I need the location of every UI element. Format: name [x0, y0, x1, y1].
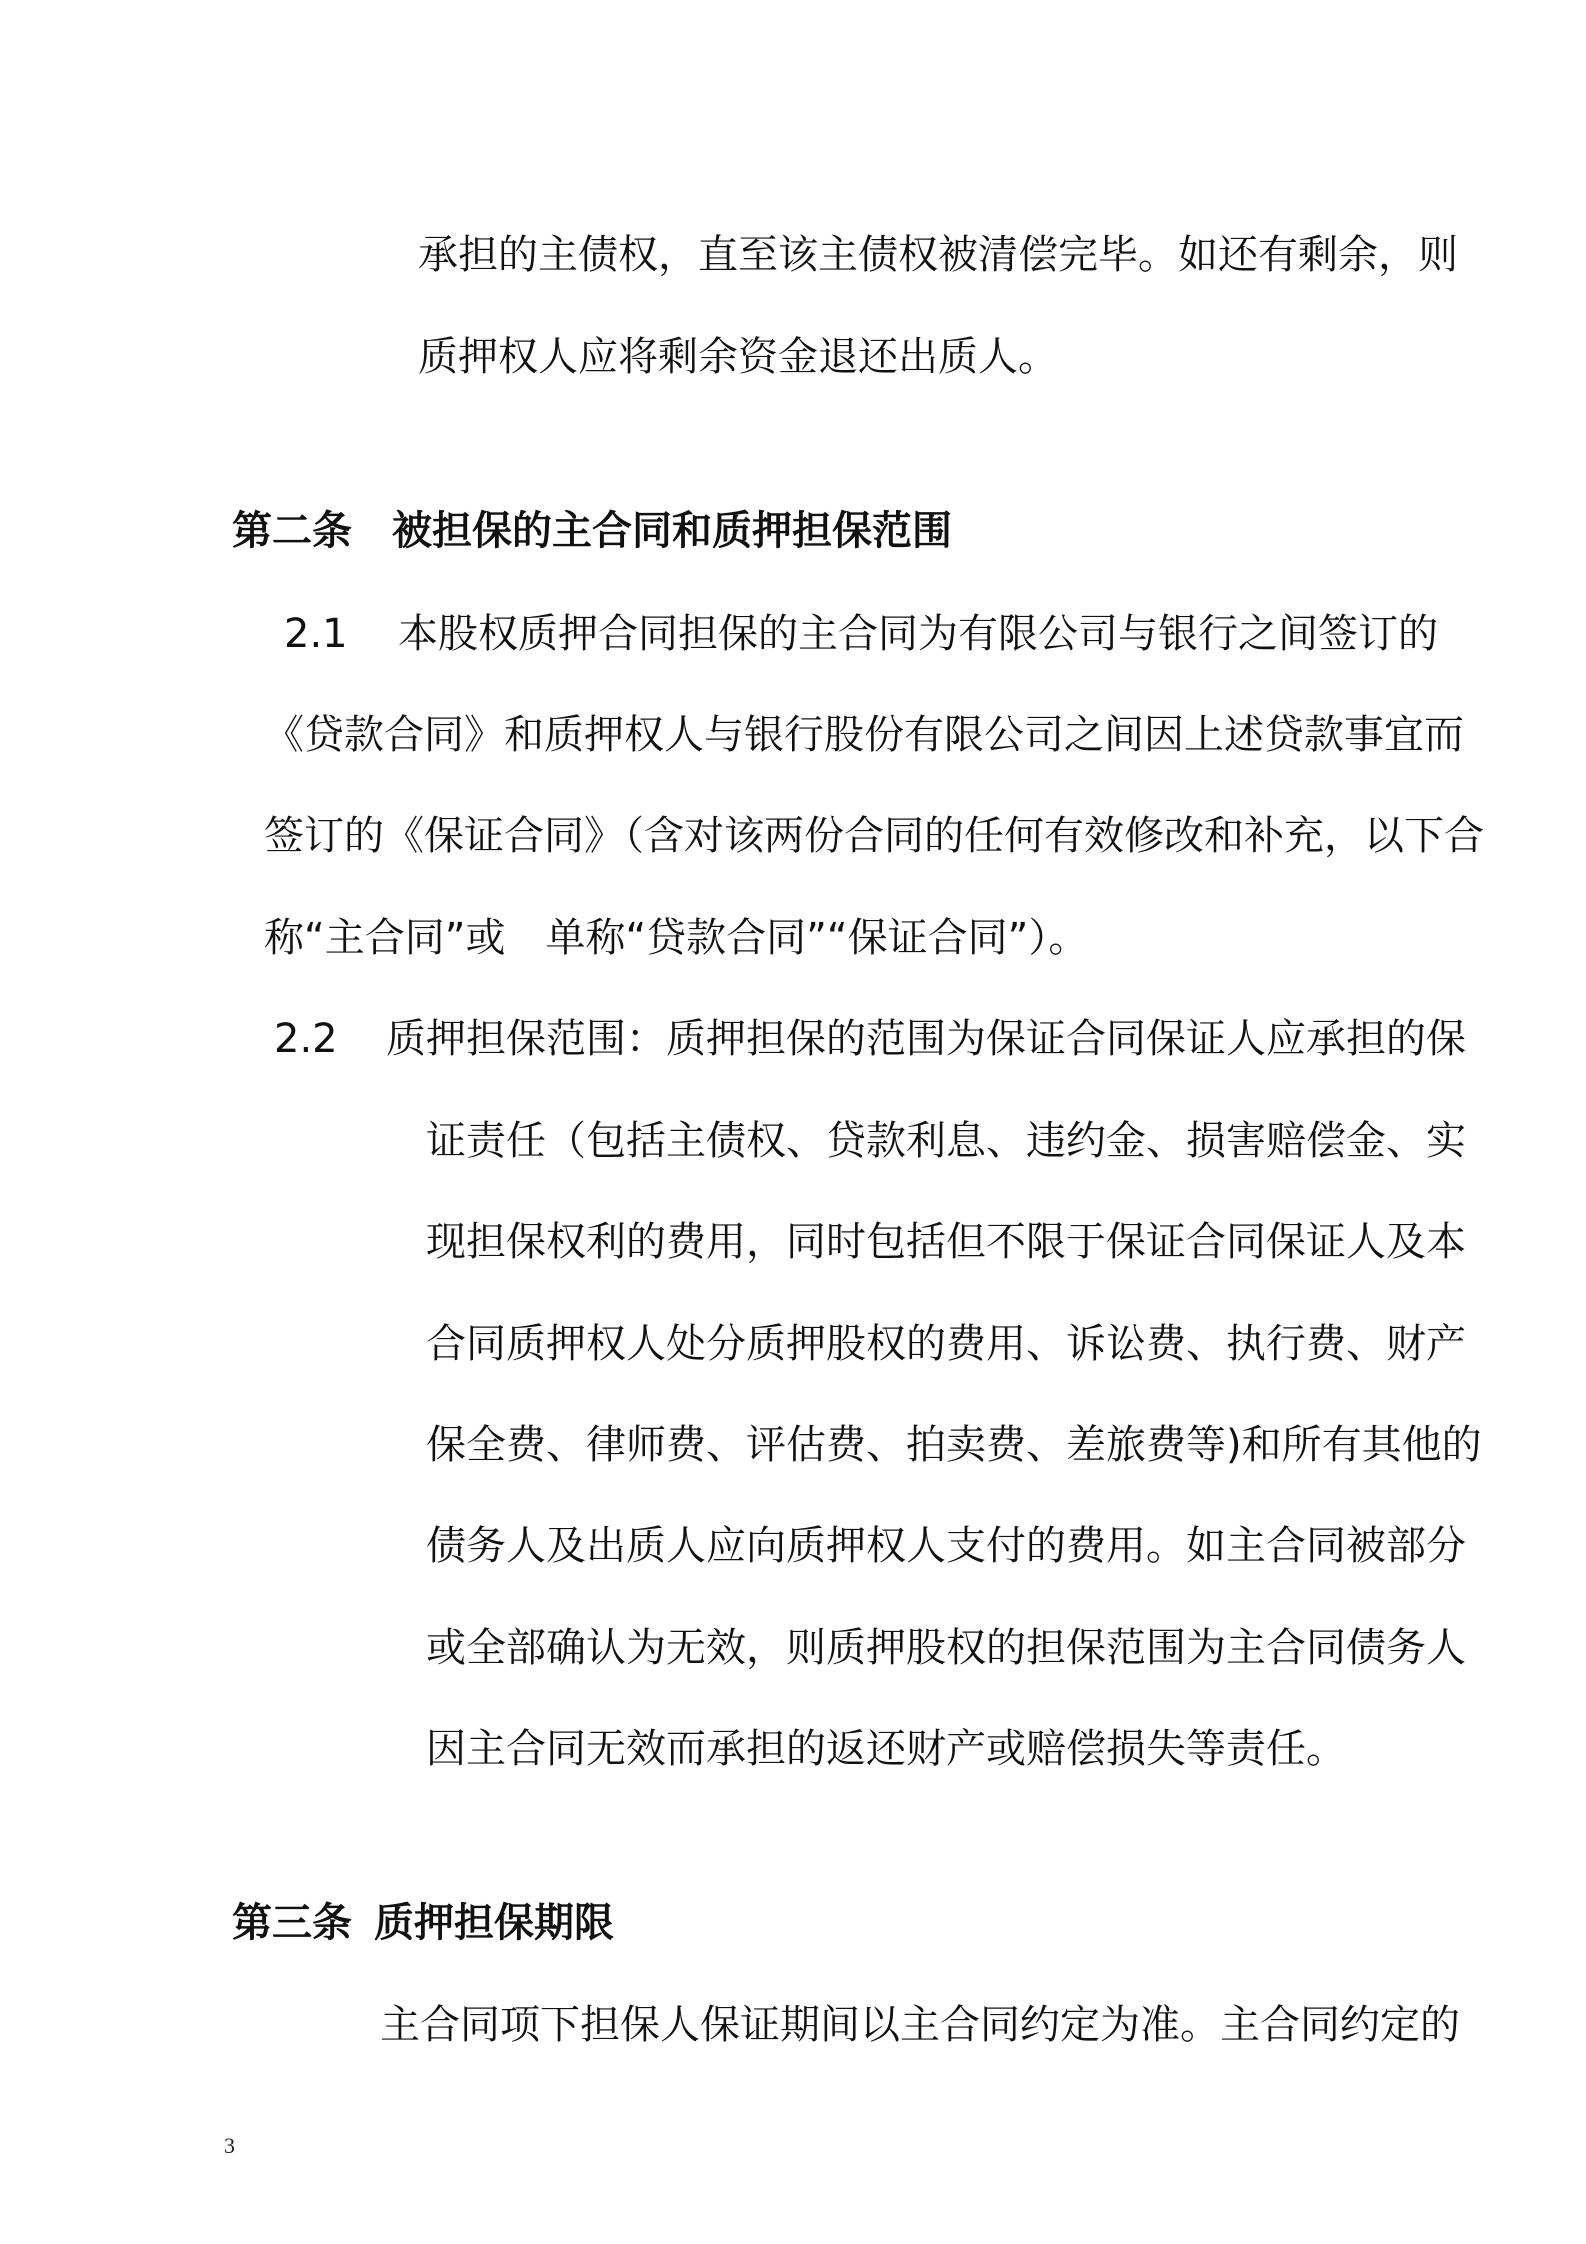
clause-2-1-first-line: 本股权质押合同担保的主合同为有限公司与银行之间签订的: [398, 611, 1438, 657]
clause-2-2-number: 2.2: [274, 1016, 338, 1062]
clause-2-2-line: 合同质押权人处分质押股权的费用、诉讼费、执行费、财产: [426, 1321, 1466, 1367]
continuation-line-2: 质押权人应将剩余资金退还出质人。: [418, 334, 1058, 380]
clause-2-1-line: 《贷款合同》和质押权人与银行股份有限公司之间因上述贷款事宜而: [264, 712, 1464, 758]
page-number: 3: [224, 2133, 235, 2158]
clause-2-2-line: 现担保权利的费用，同时包括但不限于保证合同保证人及本: [426, 1219, 1466, 1265]
article-2-number: 第二条: [232, 508, 352, 554]
continuation-line-1: 承担的主债权，直至该主债权被清偿完毕。如还有剩余，则: [418, 232, 1458, 278]
clause-2-1-number: 2.1: [284, 611, 348, 657]
clause-2-2-line: 证责任（包括主债权、贷款利息、违约金、损害赔偿金、实: [426, 1118, 1466, 1164]
clause-2-2-line: 因主合同无效而承担的返还财产或赔偿损失等责任。: [426, 1726, 1346, 1772]
article-3-line: 主合同项下担保人保证期间以主合同约定为准。主合同约定的: [380, 2002, 1460, 2048]
clause-2-2-line: 或全部确认为无效，则质押股权的担保范围为主合同债务人: [426, 1625, 1466, 1671]
article-3-title: 质押担保期限: [374, 1900, 614, 1946]
article-3-number: 第三条: [232, 1900, 352, 1946]
clause-2-1-line: 签订的《保证合同》（含对该两份合同的任何有效修改和补充，以下合: [264, 813, 1484, 859]
clause-2-2-first-line: 质押担保范围：质押担保的范围为保证合同保证人应承担的保: [386, 1016, 1466, 1062]
clause-2-1-line: 称“主合同”或 单称“贷款合同”“保证合同”）。: [264, 915, 1089, 961]
article-2-title: 被担保的主合同和质押担保范围: [392, 508, 952, 554]
clause-2-2-line: 保全费、律师费、评估费、拍卖费、差旅费等)和所有其他的: [426, 1422, 1482, 1468]
clause-2-2-line: 债务人及出质人应向质押权人支付的费用。如主合同被部分: [426, 1523, 1466, 1569]
